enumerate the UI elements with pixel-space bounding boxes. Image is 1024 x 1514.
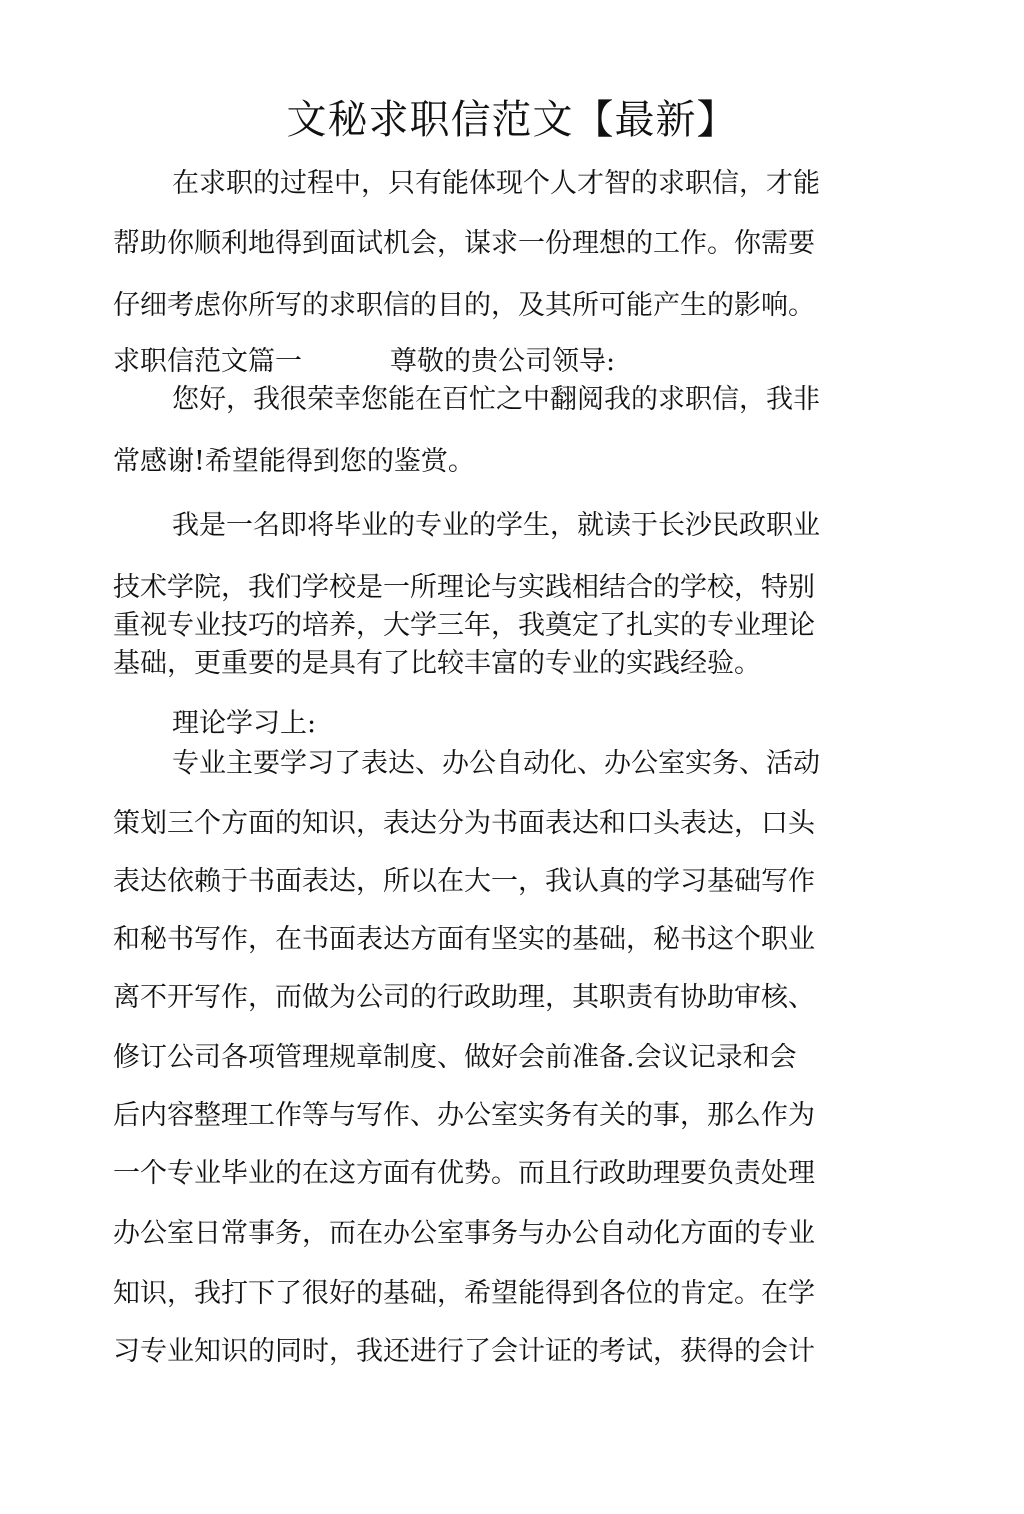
theory-line-3: 表达依赖于书面表达，所以在大一，我认真的学习基础写作	[113, 866, 815, 897]
theory-line-6: 修订公司各项管理规章制度、做好会前准备.会议记录和会	[113, 1042, 797, 1073]
theory-line-5: 离不开写作，而做为公司的行政助理，其职责有协助审核、	[113, 982, 815, 1013]
section-label: 求职信范文篇一	[113, 346, 302, 377]
background-line-3: 重视专业技巧的培养，大学三年，我奠定了扎实的专业理论	[113, 610, 815, 641]
intro-line-2: 帮助你顺利地得到面试机会，谋求一份理想的工作。你需要	[113, 228, 815, 259]
salutation: 尊敬的贵公司领导:	[390, 346, 616, 377]
theory-line-8: 一个专业毕业的在这方面有优势。而且行政助理要负责处理	[113, 1158, 815, 1189]
theory-line-4: 和秘书写作，在书面表达方面有坚实的基础，秘书这个职业	[113, 924, 815, 955]
intro-line-3: 仔细考虑你所写的求职信的目的，及其所可能产生的影响。	[113, 290, 815, 321]
background-line-1: 我是一名即将毕业的专业的学生，就读于长沙民政职业	[172, 510, 820, 541]
theory-line-1: 专业主要学习了表达、办公自动化、办公室实务、活动	[172, 748, 820, 779]
intro-line-1: 在求职的过程中，只有能体现个人才智的求职信，才能	[172, 168, 820, 199]
background-line-4: 基础，更重要的是具有了比较丰富的专业的实践经验。	[113, 648, 761, 679]
document-title: 文秘求职信范文【最新】	[286, 97, 738, 143]
background-line-2: 技术学院，我们学校是一所理论与实践相结合的学校，特别	[113, 572, 815, 603]
theory-line-10: 知识，我打下了很好的基础，希望能得到各位的肯定。在学	[113, 1278, 815, 1309]
theory-line-2: 策划三个方面的知识，表达分为书面表达和口头表达，口头	[113, 808, 815, 839]
theory-line-9: 办公室日常事务，而在办公室事务与办公自动化方面的专业	[113, 1218, 815, 1249]
theory-line-7: 后内容整理工作等与写作、办公室实务有关的事，那么作为	[113, 1100, 815, 1131]
greeting-line-2: 常感谢!希望能得到您的鉴赏。	[113, 446, 475, 477]
theory-heading: 理论学习上:	[172, 708, 317, 739]
greeting-line-1: 您好，我很荣幸您能在百忙之中翻阅我的求职信，我非	[172, 384, 820, 415]
theory-line-11: 习专业知识的同时，我还进行了会计证的考试，获得的会计	[113, 1336, 815, 1367]
